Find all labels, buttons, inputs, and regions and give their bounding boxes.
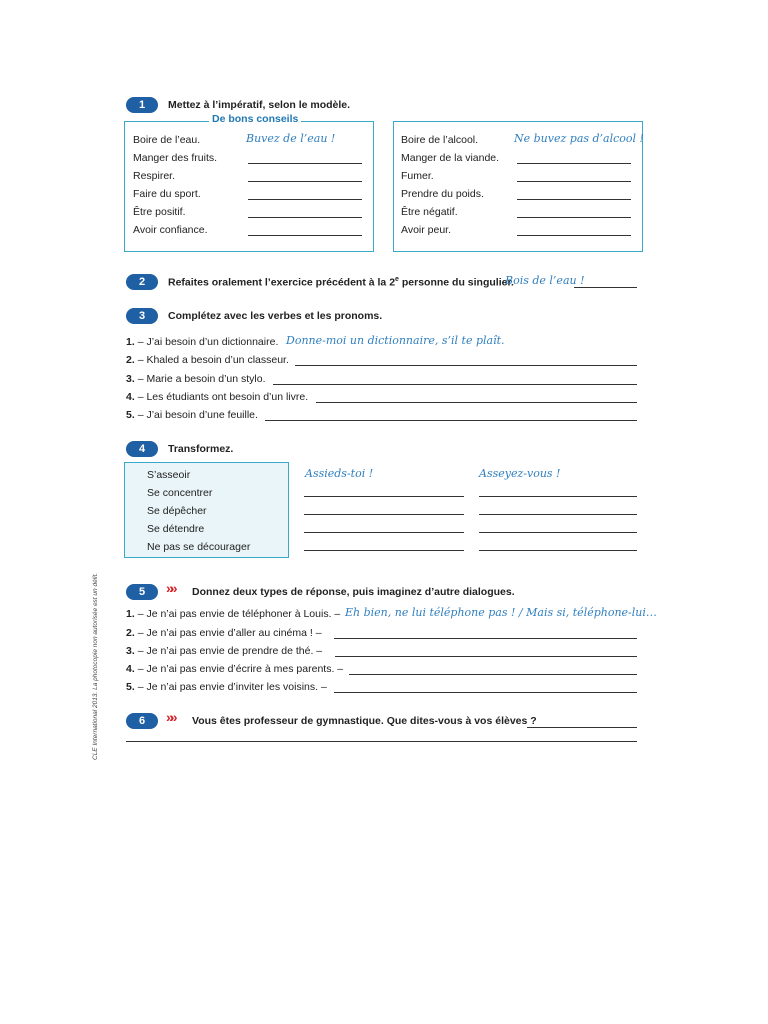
ex5-item: 4. – Je n’ai pas envie d’écrire à mes parents. – bbox=[126, 663, 344, 675]
copyright-note: CLE International 2013. La photocopie non autorisée est un délit. bbox=[92, 572, 99, 760]
answer-line[interactable] bbox=[335, 656, 637, 657]
exercise-4-instruction: Transformez. bbox=[168, 443, 234, 455]
box-title: De bons conseils bbox=[209, 113, 301, 125]
exercise-6-instruction: Vous êtes professeur de gymnastique. Que dites-vous à vos élèves ? bbox=[192, 715, 537, 727]
ex3-item: 1. – J’ai besoin d’un dictionnaire. bbox=[126, 336, 279, 348]
answer-line[interactable] bbox=[304, 550, 464, 551]
answer-line[interactable] bbox=[316, 402, 637, 403]
ex1-right-prompt: Boire de l’alcool. bbox=[401, 134, 479, 146]
ex1-left-prompt: Faire du sport. bbox=[133, 188, 201, 200]
ex4-verb: Ne pas se décourager bbox=[147, 541, 251, 553]
exercise-3-instruction: Complétez avec les verbes et les pronoms. bbox=[168, 310, 383, 322]
ex1-left-prompt: Avoir confiance. bbox=[133, 224, 208, 236]
answer-line[interactable] bbox=[248, 235, 362, 236]
ex1-left-prompt: Manger des fruits. bbox=[133, 152, 218, 164]
answer-line[interactable] bbox=[517, 163, 631, 164]
ex3-answer: Donne-moi un dictionnaire, s’il te plaît. bbox=[286, 334, 505, 347]
answer-line[interactable] bbox=[334, 638, 637, 639]
chevron-icon: »» bbox=[166, 580, 174, 596]
ex1-right-prompt: Prendre du poids. bbox=[401, 188, 484, 200]
answer-line[interactable] bbox=[349, 674, 637, 675]
answer-line[interactable] bbox=[517, 217, 631, 218]
answer-line[interactable] bbox=[479, 532, 637, 533]
answer-line[interactable] bbox=[295, 365, 637, 366]
ex3-item: 5. – J’ai besoin d’une feuille. bbox=[126, 409, 258, 421]
exercise-2-instruction: Refaites oralement l’exercice précédent à la 2e personne du singulier. bbox=[168, 276, 514, 289]
ex5-answer: Eh bien, ne lui téléphone pas ! / Mais si, téléphone-lui… bbox=[345, 606, 657, 619]
answer-line[interactable] bbox=[479, 514, 637, 515]
answer-line[interactable] bbox=[334, 692, 637, 693]
answer-line[interactable] bbox=[265, 420, 637, 421]
answer-line[interactable] bbox=[574, 287, 637, 288]
ex5-item: 3. – Je n’ai pas envie de prendre de thé. – bbox=[126, 645, 323, 657]
answer-line[interactable] bbox=[517, 181, 631, 182]
answer-line[interactable] bbox=[248, 217, 362, 218]
exercise-2-example: Bois de l’eau ! bbox=[505, 274, 585, 287]
ex3-item: 2. – Khaled a besoin d’un classeur. bbox=[126, 354, 289, 366]
exercise-2-badge: 2 bbox=[126, 274, 158, 290]
exercise-3-badge: 3 bbox=[126, 308, 158, 324]
ex1-left-prompt: Respirer. bbox=[133, 170, 176, 182]
answer-line[interactable] bbox=[517, 199, 631, 200]
ex5-item: 5. – Je n’ai pas envie d’inviter les voisins. – bbox=[126, 681, 327, 693]
answer-line[interactable] bbox=[527, 727, 637, 728]
ex5-item: 2. – Je n’ai pas envie d’aller au cinéma ! – bbox=[126, 627, 322, 639]
answer-line[interactable] bbox=[304, 532, 464, 533]
exercise-1-badge: 1 bbox=[126, 97, 158, 113]
ex1-left-answer: Buvez de l’eau ! bbox=[246, 132, 336, 145]
answer-line[interactable] bbox=[479, 550, 637, 551]
ex5-item: 1. – Je n’ai pas envie de téléphoner à Louis. – bbox=[126, 608, 341, 620]
exercise-1-right-box bbox=[393, 121, 643, 252]
answer-line[interactable] bbox=[273, 384, 637, 385]
ex4-verb: Se dépêcher bbox=[147, 505, 207, 517]
ex4-example-vous: Asseyez-vous ! bbox=[479, 467, 561, 480]
chevron-icon: »» bbox=[166, 709, 174, 725]
answer-line[interactable] bbox=[304, 496, 464, 497]
exercise-6-badge: 6 bbox=[126, 713, 158, 729]
ex1-right-answer: Ne buvez pas d’alcool ! bbox=[514, 132, 644, 145]
ex1-left-prompt: Être positif. bbox=[133, 206, 186, 218]
answer-line[interactable] bbox=[248, 199, 362, 200]
exercise-4-badge: 4 bbox=[126, 441, 158, 457]
answer-line[interactable] bbox=[248, 163, 362, 164]
exercise-1-left-box bbox=[124, 113, 374, 252]
ex3-item: 3. – Marie a besoin d’un stylo. bbox=[126, 373, 266, 385]
ex1-right-prompt: Avoir peur. bbox=[401, 224, 452, 236]
ex3-item: 4. – Les étudiants ont besoin d’un livre. bbox=[126, 391, 309, 403]
ex1-right-prompt: Manger de la viande. bbox=[401, 152, 500, 164]
answer-line[interactable] bbox=[479, 496, 637, 497]
ex1-right-prompt: Être négatif. bbox=[401, 206, 458, 218]
answer-line[interactable] bbox=[517, 235, 631, 236]
answer-line[interactable] bbox=[248, 181, 362, 182]
ex4-verb: Se concentrer bbox=[147, 487, 213, 499]
ex4-verb: S’asseoir bbox=[147, 469, 191, 481]
exercise-1-instruction: Mettez à l’impératif, selon le modèle. bbox=[168, 99, 351, 111]
exercise-4-verb-box bbox=[124, 462, 289, 558]
answer-line[interactable] bbox=[304, 514, 464, 515]
ex4-example-tu: Assieds-toi ! bbox=[305, 467, 374, 480]
exercise-5-instruction: Donnez deux types de réponse, puis imaginez d’autre dialogues. bbox=[192, 586, 515, 598]
ex1-left-prompt: Boire de l’eau. bbox=[133, 134, 201, 146]
ex1-right-prompt: Fumer. bbox=[401, 170, 434, 182]
ex4-verb: Se détendre bbox=[147, 523, 205, 535]
answer-line[interactable] bbox=[126, 741, 637, 742]
exercise-5-badge: 5 bbox=[126, 584, 158, 600]
